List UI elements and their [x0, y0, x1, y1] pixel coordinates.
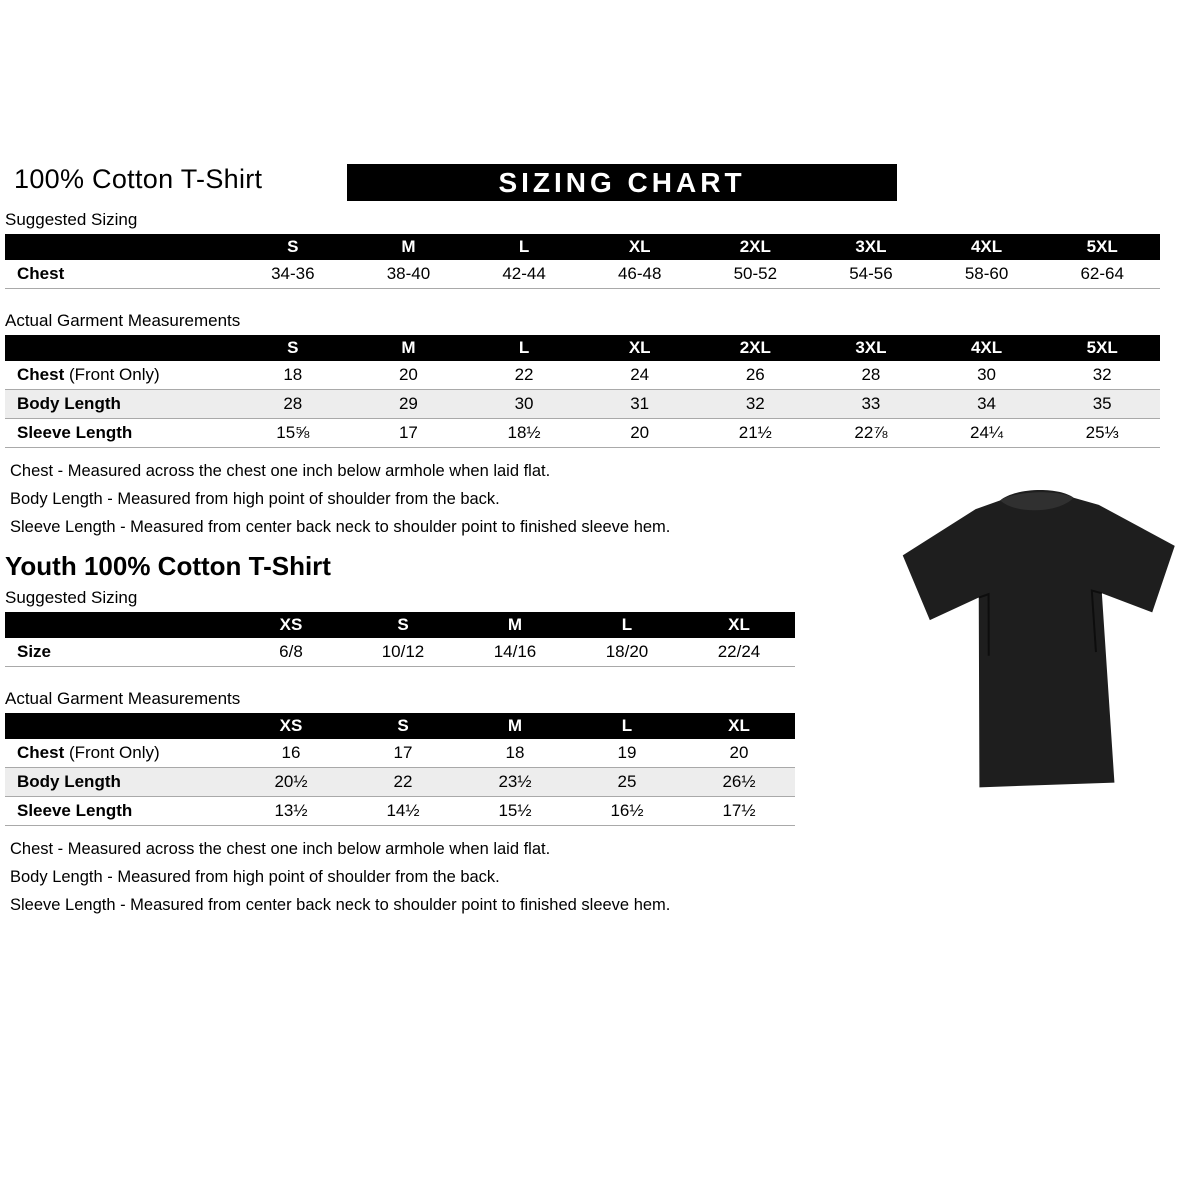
table-header-row — [5, 234, 1160, 260]
measurement-cell: 14½ — [347, 797, 459, 826]
measurement-cell: 34-36 — [235, 260, 351, 289]
measurement-cell: 54-56 — [813, 260, 929, 289]
row-label: Sleeve Length — [5, 419, 235, 448]
measurement-cell: 18½ — [466, 419, 582, 448]
row-label: Chest (Front Only) — [5, 361, 235, 390]
size-column-header: S — [235, 234, 351, 260]
size-column-header: 3XL — [813, 234, 929, 260]
size-column-header: 4XL — [929, 335, 1045, 361]
adult-measurements-table — [5, 335, 1160, 448]
table-row — [5, 739, 795, 768]
measurement-cell: 20½ — [235, 768, 347, 797]
measurement-cell: 32 — [698, 390, 814, 419]
size-column-header: L — [571, 612, 683, 638]
youth-suggested-sizing-label: Suggested Sizing — [5, 588, 138, 607]
measurement-cell: 58-60 — [929, 260, 1045, 289]
tshirt-product-image — [893, 470, 1191, 818]
table-row — [5, 768, 795, 797]
size-column-header: 5XL — [1044, 335, 1160, 361]
measurement-cell: 19 — [571, 739, 683, 768]
youth-measurements-table — [5, 713, 795, 826]
size-column-header: XS — [235, 612, 347, 638]
size-column-header: L — [466, 335, 582, 361]
measurement-cell: 16½ — [571, 797, 683, 826]
measurement-note: Chest - Measured across the chest one inch below armhole when laid flat. — [10, 462, 551, 480]
youth-actual-garment-label: Actual Garment Measurements — [5, 689, 241, 708]
measurement-cell: 42-44 — [466, 260, 582, 289]
table-row — [5, 361, 1160, 390]
measurement-cell: 31 — [582, 390, 698, 419]
measurement-cell: 15½ — [459, 797, 571, 826]
adult-actual-garment-label: Actual Garment Measurements — [5, 311, 241, 330]
youth-suggested-sizing-table — [5, 612, 795, 667]
measurement-cell: 24 — [582, 361, 698, 390]
measurement-cell: 6/8 — [235, 638, 347, 667]
size-column-header: M — [459, 713, 571, 739]
tshirt-graphic — [893, 470, 1191, 818]
size-column-header: XL — [683, 713, 795, 739]
page-title: 100% Cotton T-Shirt — [14, 164, 263, 194]
measurement-cell: 23½ — [459, 768, 571, 797]
row-label: Chest — [5, 260, 235, 289]
table-row — [5, 419, 1160, 448]
measurement-cell: 16 — [235, 739, 347, 768]
measurement-cell: 17½ — [683, 797, 795, 826]
size-column-header: XL — [582, 234, 698, 260]
size-column-header: M — [351, 234, 467, 260]
size-column-header: S — [347, 612, 459, 638]
measurement-cell: 22 — [347, 768, 459, 797]
measurement-cell: 22 — [466, 361, 582, 390]
measurement-cell: 20 — [683, 739, 795, 768]
table-header-row — [5, 335, 1160, 361]
size-column-header: L — [466, 234, 582, 260]
measurement-note: Sleeve Length - Measured from center back neck to shoulder point to finished sleeve hem. — [10, 896, 671, 914]
measurement-cell: 20 — [582, 419, 698, 448]
measurement-cell: 26 — [698, 361, 814, 390]
measurement-cell: 17 — [351, 419, 467, 448]
row-label-header-cell — [5, 234, 235, 260]
row-label-header-cell — [5, 713, 235, 739]
size-column-header: 5XL — [1044, 234, 1160, 260]
table-header-row — [5, 713, 795, 739]
measurement-cell: 29 — [351, 390, 467, 419]
youth-measurement-notes — [10, 840, 1200, 915]
measurement-cell: 35 — [1044, 390, 1160, 419]
measurement-cell: 18 — [459, 739, 571, 768]
table-row — [5, 638, 795, 667]
table-header-row — [5, 612, 795, 638]
measurement-cell: 22/24 — [683, 638, 795, 667]
measurement-cell: 28 — [813, 361, 929, 390]
measurement-cell: 22⅞ — [813, 419, 929, 448]
measurement-cell: 21½ — [698, 419, 814, 448]
measurement-cell: 28 — [235, 390, 351, 419]
row-label: Chest (Front Only) — [5, 739, 235, 768]
size-column-header: 4XL — [929, 234, 1045, 260]
measurement-note: Body Length - Measured from high point of shoulder from the back. — [10, 490, 500, 508]
measurement-cell: 24¼ — [929, 419, 1045, 448]
measurement-note: Sleeve Length - Measured from center back neck to shoulder point to finished sleeve hem. — [10, 518, 671, 536]
size-column-header: XS — [235, 713, 347, 739]
sizing-chart-banner: SIZING CHART — [347, 164, 897, 201]
measurement-cell: 14/16 — [459, 638, 571, 667]
row-label-header-cell — [5, 612, 235, 638]
size-column-header: S — [235, 335, 351, 361]
measurement-cell: 62-64 — [1044, 260, 1160, 289]
size-column-header: 3XL — [813, 335, 929, 361]
row-label: Size — [5, 638, 235, 667]
measurement-note: Body Length - Measured from high point of shoulder from the back. — [10, 868, 500, 886]
adult-suggested-sizing-table — [5, 234, 1160, 289]
measurement-cell: 26½ — [683, 768, 795, 797]
size-column-header: M — [459, 612, 571, 638]
table-row — [5, 390, 1160, 419]
measurement-cell: 20 — [351, 361, 467, 390]
measurement-cell: 25⅓ — [1044, 419, 1160, 448]
measurement-cell: 30 — [466, 390, 582, 419]
table-row — [5, 797, 795, 826]
tshirt-body-shape — [901, 485, 1183, 789]
youth-section-title: Youth 100% Cotton T-Shirt — [5, 551, 331, 581]
measurement-cell: 25 — [571, 768, 683, 797]
size-column-header: M — [351, 335, 467, 361]
measurement-cell: 17 — [347, 739, 459, 768]
measurement-cell: 30 — [929, 361, 1045, 390]
size-column-header: S — [347, 713, 459, 739]
measurement-cell: 38-40 — [351, 260, 467, 289]
size-column-header: XL — [683, 612, 795, 638]
measurement-cell: 34 — [929, 390, 1045, 419]
measurement-note: Chest - Measured across the chest one inch below armhole when laid flat. — [10, 840, 551, 858]
page-header — [0, 162, 1200, 204]
size-column-header: 2XL — [698, 234, 814, 260]
measurement-cell: 18 — [235, 361, 351, 390]
measurement-cell: 32 — [1044, 361, 1160, 390]
size-column-header: 2XL — [698, 335, 814, 361]
row-label: Body Length — [5, 768, 235, 797]
table-row — [5, 260, 1160, 289]
adult-suggested-sizing-label: Suggested Sizing — [5, 210, 138, 229]
measurement-cell: 18/20 — [571, 638, 683, 667]
row-label: Body Length — [5, 390, 235, 419]
measurement-cell: 13½ — [235, 797, 347, 826]
row-label-header-cell — [5, 335, 235, 361]
size-column-header: XL — [582, 335, 698, 361]
measurement-cell: 10/12 — [347, 638, 459, 667]
measurement-cell: 33 — [813, 390, 929, 419]
row-label: Sleeve Length — [5, 797, 235, 826]
measurement-cell: 46-48 — [582, 260, 698, 289]
measurement-cell: 15⅝ — [235, 419, 351, 448]
measurement-cell: 50-52 — [698, 260, 814, 289]
size-column-header: L — [571, 713, 683, 739]
